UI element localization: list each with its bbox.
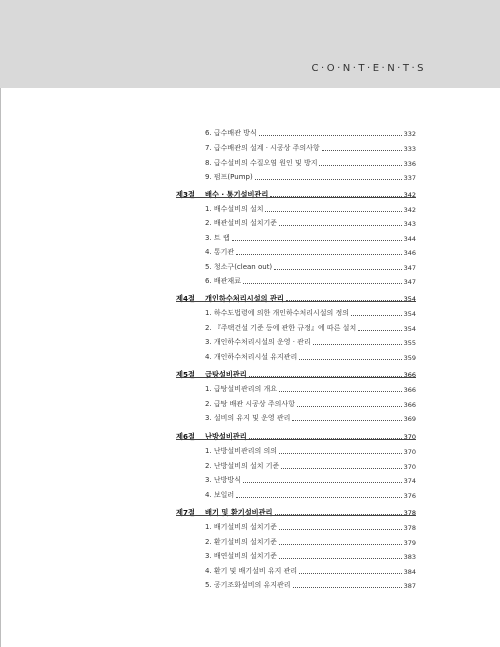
toc-entry[interactable] <box>205 167 416 181</box>
toc-entry[interactable] <box>205 456 416 470</box>
toc-entry-title: 2. 급탕 배관 시공상 주의사항 <box>205 400 295 408</box>
section-title: 개인하수처리시설의 관리 <box>205 293 284 303</box>
section-rule <box>176 301 416 302</box>
dot-leader <box>243 282 402 284</box>
toc-entry-title: 1. 배기설비의 설치기준 <box>205 523 277 531</box>
toc-entry-page: 369 <box>403 414 416 423</box>
toc-entry-title: 3. 난방방식 <box>205 476 241 484</box>
toc-section-heading[interactable] <box>176 184 416 198</box>
toc-entry-page: 343 <box>403 219 416 228</box>
dot-leader <box>255 178 402 180</box>
section-title: 급탕설비관리 <box>205 369 247 379</box>
section-number: 제6절 <box>176 431 195 441</box>
toc-entry-page: 342 <box>403 205 416 214</box>
contents-heading: C·O·N·T·E·N·T·S <box>311 63 426 74</box>
toc-entry-title: 2. 『주택건설 기준 등에 관한 규정』에 따른 설치 <box>205 324 357 332</box>
toc-entry-title: 2. 난방설비의 설치 기준 <box>205 462 280 470</box>
toc-entry[interactable] <box>205 394 416 408</box>
dot-leader <box>297 405 402 407</box>
dot-leader <box>279 224 402 226</box>
toc-entry-page: 376 <box>403 491 416 500</box>
toc-entry[interactable] <box>205 408 416 422</box>
dot-leader <box>299 572 401 574</box>
toc-entry-page: 387 <box>403 581 416 590</box>
toc-section-heading[interactable] <box>176 426 416 440</box>
section-page: 378 <box>403 508 416 517</box>
toc-entry-page: 355 <box>403 338 416 347</box>
section-page: 354 <box>403 294 416 303</box>
toc-entry-page: 366 <box>403 385 416 394</box>
toc-entry[interactable] <box>205 318 416 332</box>
toc-entry-page: 384 <box>403 567 416 576</box>
section-number: 제3절 <box>176 189 195 199</box>
toc-entry-page: 370 <box>403 462 416 471</box>
toc-entry-title: 9. 펌프(Pump) <box>205 173 253 181</box>
dot-leader <box>259 134 402 136</box>
toc-entry[interactable] <box>205 332 416 346</box>
section-rule <box>176 377 416 378</box>
toc-entry[interactable] <box>205 242 416 256</box>
toc-entry-page: 344 <box>403 234 416 243</box>
toc-entry[interactable] <box>205 271 416 285</box>
toc-entry-page: 347 <box>403 277 416 286</box>
section-number: 제7절 <box>176 507 195 517</box>
toc-entry-page: 347 <box>403 263 416 272</box>
dot-leader <box>274 268 401 270</box>
dot-leader <box>319 164 401 166</box>
toc-entry-title: 3. 트 랩 <box>205 234 230 242</box>
toc-entry[interactable] <box>205 379 416 393</box>
toc-entry-page: 378 <box>403 523 416 532</box>
toc-entry-title: 4. 환기 및 배기설비 유지 관리 <box>205 567 298 575</box>
toc-entry[interactable] <box>205 303 416 317</box>
toc-entry-page: 370 <box>403 447 416 456</box>
toc-entry[interactable] <box>205 347 416 361</box>
section-rule <box>176 197 416 198</box>
toc-entry[interactable] <box>205 441 416 455</box>
dot-leader <box>279 452 402 454</box>
toc-entry-page: 359 <box>403 353 416 362</box>
toc-entry-title: 3. 개인하수처리시설의 운영 · 관리 <box>205 338 311 346</box>
dot-leader <box>279 390 402 392</box>
section-title: 배수 · 통기설비관리 <box>205 189 269 199</box>
toc-entry-page: 366 <box>403 400 416 409</box>
toc-entry-title: 7. 급수배관의 설계 · 시공상 주의사항 <box>205 144 320 152</box>
toc-entry-page: 354 <box>403 324 416 333</box>
dot-leader <box>358 329 401 331</box>
toc-entry-title: 4. 개인하수처리시설 유지관리 <box>205 353 298 361</box>
section-title: 난방설비관리 <box>205 431 247 441</box>
dot-leader <box>236 496 401 498</box>
toc-entry[interactable] <box>205 546 416 560</box>
toc-entry-title: 6. 급수배관 방식 <box>205 129 257 137</box>
section-page: 370 <box>403 432 416 441</box>
toc-entry[interactable] <box>205 470 416 484</box>
toc-entry[interactable] <box>205 123 416 137</box>
dot-leader <box>281 467 401 469</box>
dot-leader <box>293 586 402 588</box>
section-number: 제4절 <box>176 293 195 303</box>
dot-leader <box>236 253 401 255</box>
toc-entry[interactable] <box>205 257 416 271</box>
toc-entry-title: 5. 청소구(clean out) <box>205 263 273 271</box>
dot-leader <box>279 543 402 545</box>
toc-entry-title: 2. 환기설비의 설치기준 <box>205 538 277 546</box>
toc-entry[interactable] <box>205 485 416 499</box>
toc-section-heading[interactable] <box>176 288 416 302</box>
toc-entry-page: 333 <box>403 144 416 153</box>
toc-entry-title: 8. 급수설비의 수질오염 원인 및 방지 <box>205 159 318 167</box>
toc-entry[interactable] <box>205 199 416 213</box>
dot-leader <box>243 481 402 483</box>
toc-entry[interactable] <box>205 532 416 546</box>
toc-entry-title: 2. 배관설비의 설치기준 <box>205 219 277 227</box>
section-number: 제5절 <box>176 369 195 379</box>
toc-entry-title: 1. 난방설비관리의 의의 <box>205 447 277 455</box>
toc-entry-title: 3. 설비의 유지 및 운영 관리 <box>205 414 291 422</box>
dot-leader <box>322 149 402 151</box>
toc-entry-page: 336 <box>403 159 416 168</box>
section-rule <box>176 439 416 440</box>
section-rule <box>176 515 416 516</box>
section-page: 342 <box>403 190 416 199</box>
toc-entry-page: 346 <box>403 248 416 257</box>
toc-entry-title: 4. 통기관 <box>205 248 235 256</box>
dot-leader <box>265 210 401 212</box>
toc-entry-title: 5. 공기조화설비의 유지관리 <box>205 581 291 589</box>
toc-entry-title: 1. 급탕설비관리의 개요 <box>205 385 277 393</box>
toc-entry-page: 374 <box>403 476 416 485</box>
toc-entry[interactable] <box>205 213 416 227</box>
dot-leader <box>351 314 402 316</box>
toc-section-heading[interactable] <box>176 502 416 516</box>
toc-entry-title: 4. 보일러 <box>205 491 235 499</box>
dot-leader <box>292 419 401 421</box>
toc-entry[interactable] <box>205 517 416 531</box>
toc-section-heading[interactable] <box>176 364 416 378</box>
toc-entry[interactable] <box>205 561 416 575</box>
section-title: 배기 및 환기설비관리 <box>205 507 273 517</box>
dot-leader <box>299 358 401 360</box>
dot-leader <box>279 528 402 530</box>
toc-entry[interactable] <box>205 228 416 242</box>
toc-entry-title: 6. 배관재료 <box>205 277 241 285</box>
toc-entry-title: 1. 배수설비의 설치 <box>205 205 264 213</box>
toc-entry-title: 3. 배연설비의 설치기준 <box>205 552 277 560</box>
toc-entry-page: 332 <box>403 129 416 138</box>
toc-entry[interactable] <box>205 138 416 152</box>
dot-leader <box>232 239 402 241</box>
toc-entry-page: 337 <box>403 173 416 182</box>
dot-leader <box>313 343 402 345</box>
toc-entry[interactable] <box>205 575 416 589</box>
dot-leader <box>279 557 402 559</box>
toc-entry-page: 379 <box>403 538 416 547</box>
toc-entry[interactable] <box>205 153 416 167</box>
toc-entry-page: 354 <box>403 309 416 318</box>
toc-entry-title: 1. 하수도법령에 의한 개인하수처리시설의 정의 <box>205 309 350 317</box>
toc-entry-page: 383 <box>403 552 416 561</box>
section-page: 366 <box>403 370 416 379</box>
